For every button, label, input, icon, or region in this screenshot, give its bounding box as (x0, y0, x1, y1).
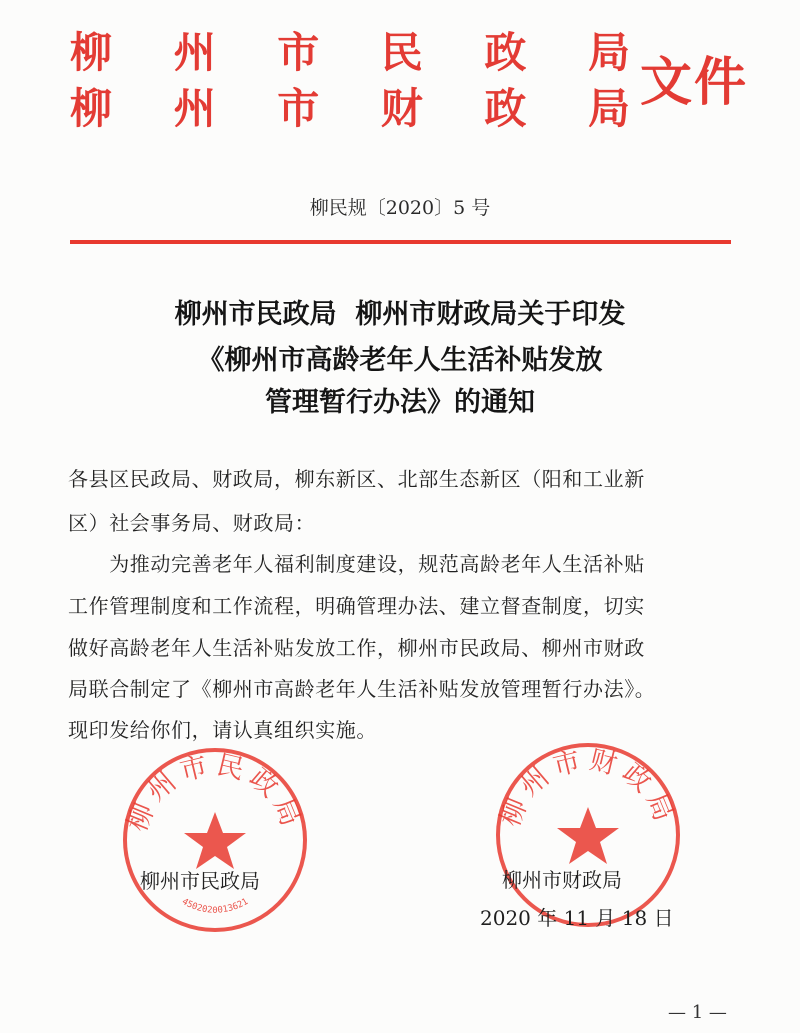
title-line-1: 柳州市民政局 柳州市财政局关于印发 (174, 299, 626, 330)
issuer-char: 民 (380, 28, 423, 77)
svg-text:柳州市财政局: 柳州市财政局 (494, 744, 682, 831)
page-number: — 1 — (668, 1002, 727, 1023)
issuer-char: 财 (380, 84, 423, 133)
issuer-char: 柳 (70, 84, 113, 133)
issuer-char: 政 (484, 28, 527, 77)
body-line: 工作管理制度和工作流程，明确管理办法、建立督查制度，切实 (68, 594, 645, 618)
body-line: 现印发给你们，请认真组织实施。 (68, 718, 377, 742)
body-line: 做好高龄老年人生活补贴发放工作，柳州市民政局、柳州市财政 (68, 636, 645, 660)
svg-text:4502020013621: 4502020013621 (179, 896, 251, 916)
title-line-3: 管理暂行办法》的通知 (265, 387, 535, 418)
issuer-char: 市 (277, 28, 320, 77)
body-line: 为推动完善老年人福利制度建设，规范高龄老年人生活补贴 (68, 552, 645, 576)
issuer-char: 局 (587, 28, 630, 77)
issuer-char: 政 (484, 84, 527, 133)
title-line-2: 《柳州市高龄老年人生活补贴发放 (197, 345, 603, 376)
issuer-char: 州 (173, 28, 216, 77)
document-type-label: 文件 (640, 52, 749, 113)
civil-affairs-seal (115, 740, 315, 940)
document-number: 柳民规〔2020〕5 号 (309, 197, 491, 219)
issuer-line-2 (70, 76, 630, 133)
issuer-char: 柳 (70, 28, 113, 77)
signature-finance: 柳州市财政局 (502, 868, 622, 892)
issuer-char: 市 (277, 84, 320, 133)
issuer-line-1 (70, 20, 630, 77)
red-divider (70, 240, 731, 244)
body-line: 局联合制定了《柳州市高龄老年人生活补贴发放管理暂行办法》。 (68, 677, 656, 701)
issuer-char: 局 (587, 84, 630, 133)
issue-date: 2020 年 11 月 18 日 (480, 906, 674, 930)
signature-civil-affairs: 柳州市民政局 (140, 869, 260, 893)
svg-text:柳州市民政局: 柳州市民政局 (121, 749, 309, 836)
issuer-char: 州 (173, 84, 216, 133)
body-line: 区）社会事务局、财政局： (68, 511, 316, 535)
body-line: 各县区民政局、财政局，柳东新区、北部生态新区（阳和工业新 (68, 467, 645, 491)
